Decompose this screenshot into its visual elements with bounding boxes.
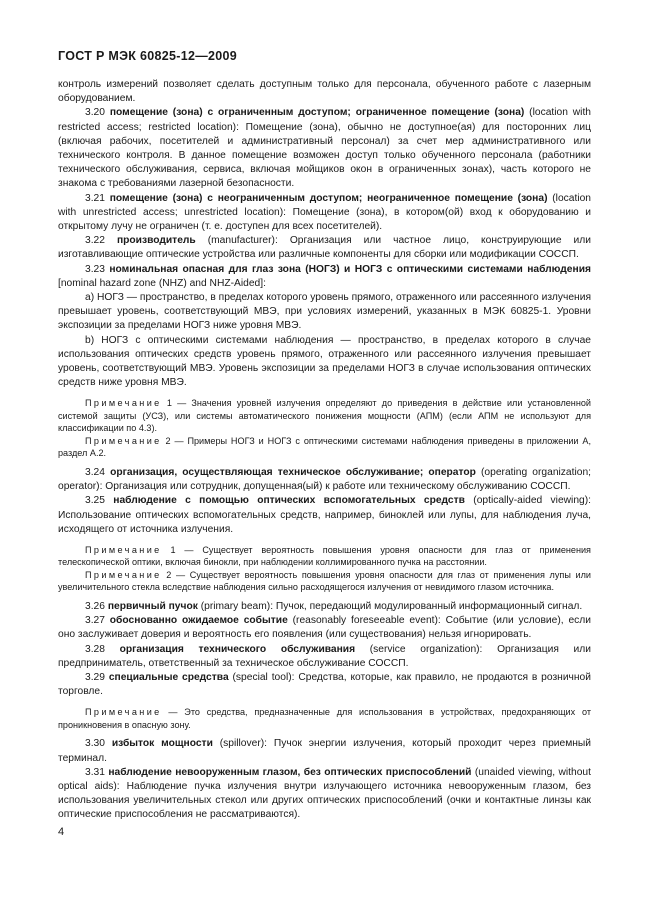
page-number: 4: [58, 826, 65, 838]
note-2: [58, 435, 591, 460]
clause-number: 3.25: [85, 495, 114, 507]
note-label: Примечание: [85, 544, 162, 555]
note-text: 2 — Примеры НОГЗ и НОГЗ с оптическими системами наблюдения приведены в приложении А, раздел А.2.: [58, 435, 591, 459]
definition-text: (special tool): Средства, которые, как правило, не продаются в розничной торговле.: [58, 672, 591, 698]
definition-3-21: [58, 192, 591, 235]
term: помещение (зона) с ограниченным доступом; ограниченное помещение (зона): [109, 107, 525, 119]
definition-3-30: [58, 737, 591, 765]
clause-number: 3.23: [85, 263, 110, 275]
definition-text: (location with unrestricted access; unrestricted location): Помещение (зона), в котором(ой) вход к оборудованию и открытому лучу не ограничен (т. е. доступен для всех посетителей).: [58, 192, 591, 233]
definition-text: [nominal hazard zone (NHZ) and NHZ-Aided]:: [58, 277, 266, 289]
definition-3-22: [58, 234, 591, 262]
term: обоснованно ожидаемое событие: [109, 615, 288, 627]
definition-3-27: [58, 614, 591, 642]
note-text: 1 — Значения уровней излучения определяют до приведения в действие или установленной системой защиты (УСЗ), или системы автоматического понижения мощности (АПМ) (если АПМ не используют для классификации по 4.3).: [58, 398, 591, 434]
clause-number: 3.22: [85, 235, 117, 247]
definition-text: (location with restricted access; restricted location): Помещение (зона), обычно не доступное(ая) для посторонних лиц (включая рабочих, посетителей и административный персонал) за счет мер административного или технического контроля. В данное помещение возможен доступ только обученного персонала (работники технического обслуживания, сервиса, включая мойщиков окон в ограниченных зонах), часть которого не знакома с требованиями лазерной безопасности.: [58, 107, 591, 190]
definition-3-23-b: b) НОГЗ с оптическими системами наблюдения — пространство, в пределах которого в случае использования оптических средств уровень прямого, отраженного или рассеянного излучения превышает уровень, соответствующий МВЭ. Уровень экспозиции за пределами НОГЗ в случае использования оптических средств ниже уровня МВЭ.: [58, 334, 591, 389]
paragraph-continuation: контроль измерений позволяет сделать доступным только для персонала, обученного работе с лазерным оборудованием.: [58, 79, 591, 105]
note-text: — Это средства, предназначенные для использования в устройствах, предохраняющих от проникновения в опасную зону.: [58, 707, 591, 730]
term: первичный пучок: [107, 600, 198, 612]
definition-3-25: [58, 494, 591, 537]
definition-text: (manufacturer): Организация или частное лицо, конструирующие или изготавливающие оптические устройства или различные компоненты для сборки или модификации СОССП.: [58, 235, 591, 261]
definition-3-26: [58, 600, 591, 614]
document-header: ГОСТ Р МЭК 60825-12—2009: [58, 49, 238, 63]
term: наблюдение невооруженным глазом, без оптических приспособлений: [108, 766, 472, 778]
note-5: [58, 706, 591, 731]
term: номинальная опасная для глаз зона (НОГЗ) и НОГЗ с оптическими системами наблюдения: [109, 263, 591, 275]
document-body: [58, 78, 591, 823]
definition-3-24: [58, 466, 591, 494]
term: избыток мощности: [111, 738, 213, 750]
clause-number: 3.31: [85, 766, 109, 778]
definition-text: (operating organization; operator): Организация или сотрудник, допущенная(ый) к работе или техническому обслуживанию СОССП.: [58, 466, 591, 493]
note-label: Примечание: [85, 569, 162, 580]
definition-3-23-a: a) НОГЗ — пространство, в пределах которого уровень прямого, отраженного или рассеянного излучения превышает уровень, соответствующий МВЭ, при условиях измерений, указанных в МЭК 60825-1. Уровни экспозиции за пределами НОГЗ ниже уровня МВЭ.: [58, 292, 591, 332]
clause-number: 3.24: [85, 466, 111, 478]
definition-text: (reasonably foreseeable event): Событие (или условие), если оно заслуживает доверия и вероятность его появления (или существования) нельзя игнорировать.: [58, 615, 591, 641]
term: помещение (зона) с неограниченным доступом; неограниченное помещение (зона): [109, 192, 548, 204]
definition-text: (primary beam): Пучок, передающий модулированный информационный сигнал.: [197, 600, 583, 612]
term: организация технического обслуживания: [119, 643, 356, 655]
clause-number: 3.30: [85, 738, 112, 750]
note-4: [58, 569, 591, 594]
note-text: 1 — Существует вероятность повышения уровня опасности для глаз от применения телескопической оптики, включая бинокли, при наблюдении коллимированного пучка на расстоянии.: [58, 544, 591, 568]
definition-text: (unaided viewing, without optical aids): Наблюдение пучка излучения внутри излучающего источника невооруженным глазом, без использования увеличительных стекол или других оптических приспособлений (очки и контактные линзы как оптические приспособления не рассматриваются).: [58, 766, 591, 821]
term: наблюдение с помощью оптических вспомогательных средств: [113, 495, 465, 507]
clause-number: 3.20: [85, 107, 110, 119]
term: специальные средства: [108, 672, 229, 683]
clause-number: 3.26: [85, 600, 108, 612]
definition-3-29: [58, 671, 591, 699]
term: производитель: [116, 235, 196, 247]
definition-3-31: [58, 766, 591, 823]
definition-3-20: [58, 106, 591, 191]
note-3: [58, 544, 591, 569]
definition-text: (optically-aided viewing): Использование оптических вспомогательных средств, например, биноклей или лупы, для наблюдения луча, исходящего от источника излучения.: [58, 495, 591, 535]
note-1: [58, 397, 591, 435]
term: организация, осуществляющая техническое обслуживание; оператор: [110, 466, 476, 478]
clause-number: 3.28: [85, 643, 120, 655]
definition-text: (service organization): Организация или предприниматель, ответственный за техническое обслуживание СОССП.: [58, 643, 591, 669]
note-label: Примечание: [85, 435, 162, 446]
note-label: Примечание: [85, 398, 162, 409]
note-label: Примечание: [85, 707, 162, 718]
clause-number: 3.29: [85, 672, 109, 683]
clause-number: 3.21: [85, 192, 110, 204]
note-text: 2 — Существует вероятность повышения уровня опасности для глаз от применения лупы или увеличительного стекла вследствие наблюдения сильно расходящегося излучения от невидимого глазом источника.: [58, 569, 591, 593]
clause-number: 3.27: [85, 615, 110, 627]
definition-text: (spillover): Пучок энергии излучения, который проходит через приемный терминал.: [58, 738, 591, 764]
definition-3-28: [58, 643, 591, 671]
definition-3-23: [58, 263, 591, 291]
